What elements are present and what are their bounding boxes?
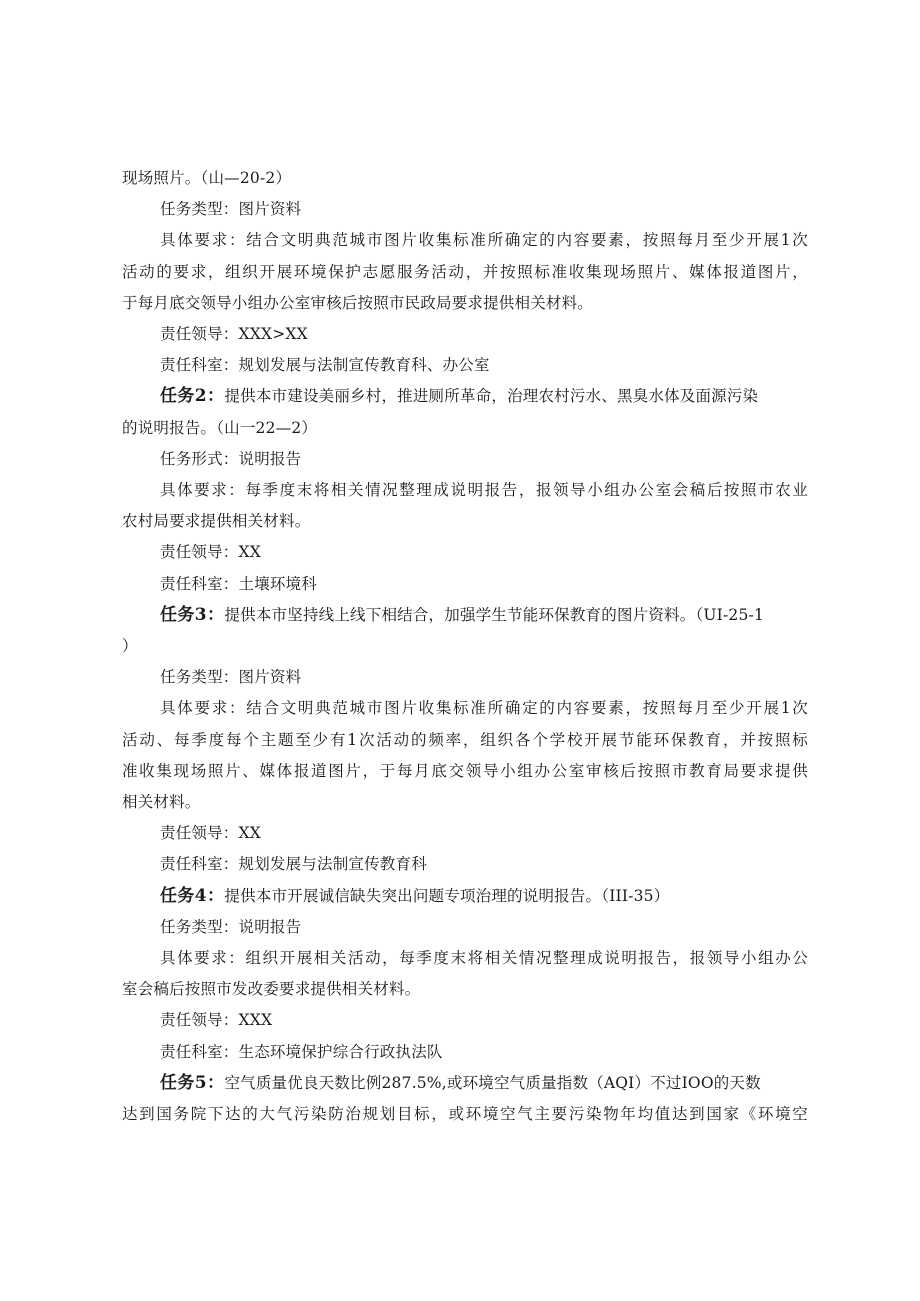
text-line: 责任领导：XXX — [160, 1011, 273, 1030]
text-line: 活动、每季度每个主题至少有1次活动的频率，组织各个学校开展节能环保教育，并按照标 — [122, 730, 808, 749]
text-line: 任务类型：图片资料 — [160, 200, 302, 219]
text-line: 责任领导：XX — [160, 824, 261, 843]
task-heading-text: 提供本市开展诚信缺失突出问题专项治理的说明报告。（III-35） — [224, 886, 670, 905]
text-line: 具体要求：每季度末将相关情况整理成说明报告，报领导小组办公室会稿后按照市农业 — [160, 481, 808, 500]
text-line: 任务类型：图片资料 — [160, 668, 302, 687]
task-heading-text: 提供本市建设美丽乡村，推进厕所革命，治理农村污水、黑臭水体及面源污染 — [224, 387, 759, 406]
text-line: 准收集现场照片、媒体报道图片，于每月底交领导小组办公室审核后按照市教育局要求提供 — [122, 761, 808, 780]
text-line: 室会稿后按照市发改委要求提供相关材料。 — [122, 980, 421, 999]
text-line: 农村局要求提供相关材料。 — [122, 512, 311, 531]
text-line: 活动的要求，组织开展环境保护志愿服务活动，并按照标准收集现场照片、媒体报道图片， — [122, 262, 808, 281]
text-line: 达到国务院下达的大气污染防治规划目标，或环境空气主要污染物年均值达到国家《环境空 — [122, 1105, 808, 1124]
text-line: 责任科室：生态环境保护综合行政执法队 — [160, 1042, 443, 1061]
task-heading: 任务5： — [160, 1072, 225, 1093]
text-line: 具体要求：结合文明典范城市图片收集标准所确定的内容要素，按照每月至少开展1次 — [160, 699, 808, 718]
text-line: 责任领导：XXX>XX — [160, 325, 308, 344]
document-body — [122, 163, 808, 1130]
task-heading: 任务3： — [160, 604, 225, 625]
text-line: 责任领导：XX — [160, 543, 261, 562]
task-heading-text: 空气质量优良天数比例287.5%,或环境空气质量指数（AQI）不过IOO的天数 — [224, 1073, 761, 1092]
text-line: 具体要求：结合文明典范城市图片收集标准所确定的内容要素，按照每月至少开展1次 — [160, 231, 808, 250]
text-line: 现场照片。（山—20-2） — [122, 169, 292, 187]
text-line: 具体要求：组织开展相关活动，每季度末将相关情况整理成说明报告，报领导小组办公 — [160, 949, 808, 968]
text-line: 责任科室：土壤环境科 — [160, 574, 318, 593]
task-heading: 任务4： — [160, 885, 225, 906]
text-line: ） — [122, 637, 138, 656]
text-line: 任务形式：说明报告 — [160, 449, 302, 468]
task-heading: 任务2： — [160, 386, 225, 407]
text-line: 于每月底交领导小组办公室审核后按照市民政局要求提供相关材料。 — [122, 293, 594, 312]
task-heading-line — [122, 881, 808, 912]
task-heading-line — [122, 600, 808, 631]
task-heading-text: 提供本市坚持线上线下相结合，加强学生节能环保教育的图片资料。（UI-25-1 — [224, 605, 765, 624]
text-line: 责任科室：规划发展与法制宣传教育科、办公室 — [160, 356, 490, 375]
task-heading-line — [122, 381, 808, 412]
text-line: 责任科室：规划发展与法制宣传教育科 — [160, 855, 427, 874]
task-heading-line — [122, 1068, 808, 1099]
text-line: 相关材料。 — [122, 793, 201, 812]
text-line: 的说明报告。（山一22—2） — [122, 418, 318, 437]
text-line: 任务类型：说明报告 — [160, 917, 302, 936]
